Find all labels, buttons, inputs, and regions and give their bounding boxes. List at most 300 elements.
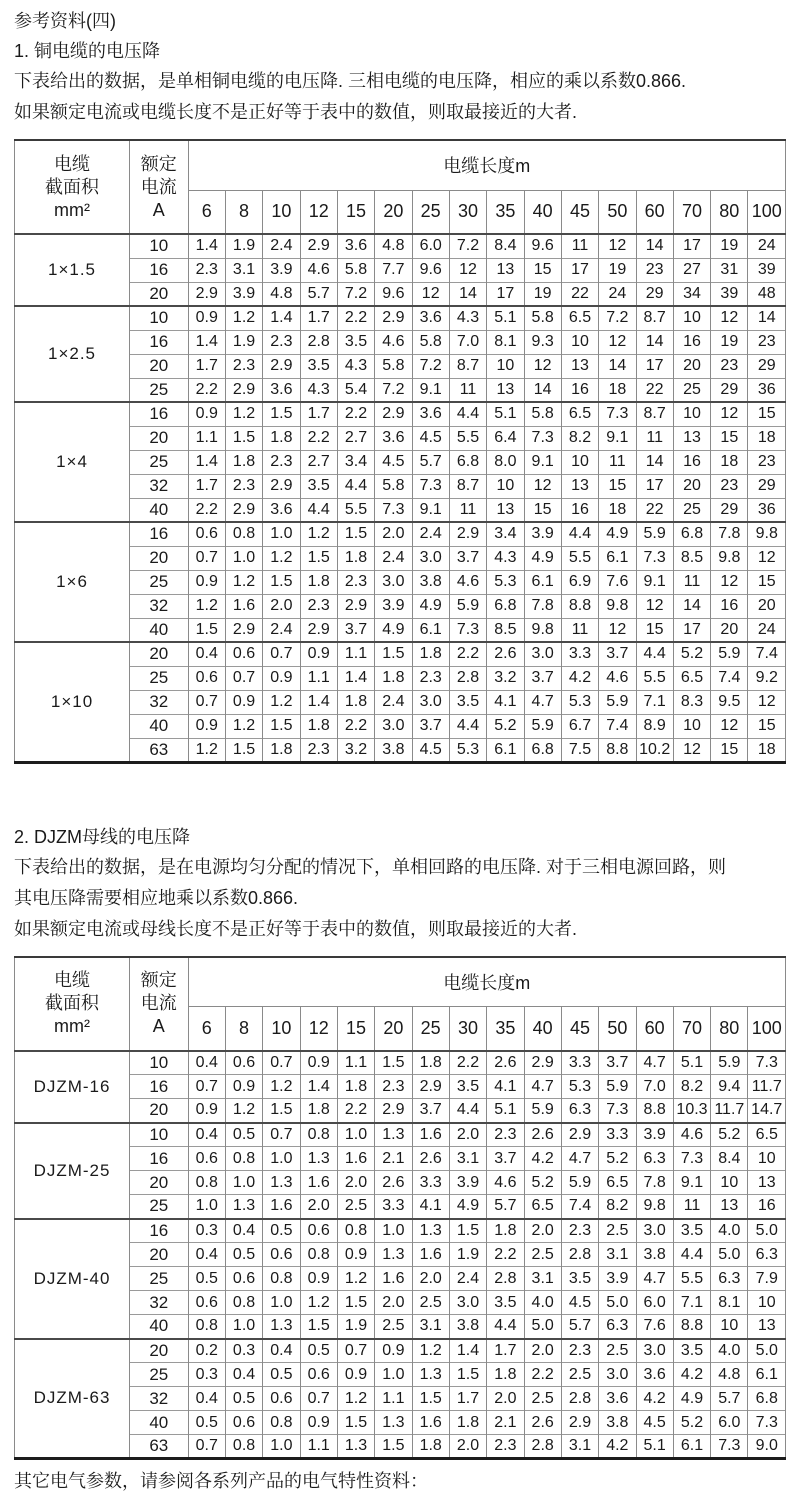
value-cell: 12: [449, 258, 486, 282]
value-cell: 2.3: [300, 738, 337, 762]
value-cell: 2.0: [487, 1387, 524, 1411]
value-cell: 2.9: [561, 1411, 598, 1435]
value-cell: 5.1: [487, 1099, 524, 1123]
value-cell: 4.9: [375, 618, 412, 642]
value-cell: 12: [711, 714, 748, 738]
value-cell: 1.3: [263, 1315, 300, 1339]
current-cell: 25: [130, 450, 189, 474]
value-cell: 4.6: [599, 666, 636, 690]
value-cell: 2.5: [599, 1339, 636, 1363]
value-cell: 1.5: [225, 738, 262, 762]
value-cell: 0.7: [188, 1435, 225, 1459]
value-cell: 5.2: [711, 1123, 748, 1147]
value-cell: 1.2: [300, 1291, 337, 1315]
value-cell: 0.6: [225, 1051, 262, 1075]
value-cell: 7.3: [673, 1147, 710, 1171]
value-cell: 1.5: [300, 546, 337, 570]
value-cell: 5.9: [524, 714, 561, 738]
value-cell: 13: [673, 426, 710, 450]
djzm-busbar-voltage-drop-table: [14, 956, 786, 1461]
table-row: [15, 378, 786, 402]
value-cell: 2.6: [375, 1171, 412, 1195]
footer-note: 其它电气参数，请参阅各系列产品的电气特性资料：: [14, 1471, 428, 1491]
section-cell: 1×1.5: [15, 234, 130, 306]
col-header-rated-current: [130, 140, 189, 234]
value-cell: 8.7: [636, 306, 673, 330]
table-row: [15, 570, 786, 594]
value-cell: 0.9: [300, 1267, 337, 1291]
length-tick: 20: [375, 1007, 412, 1051]
value-cell: 15: [748, 714, 786, 738]
value-cell: 1.8: [487, 1219, 524, 1243]
value-cell: 12: [524, 354, 561, 378]
length-tick: 8: [225, 190, 262, 234]
value-cell: 4.6: [673, 1123, 710, 1147]
value-cell: 15: [711, 426, 748, 450]
value-cell: 2.2: [524, 1363, 561, 1387]
value-cell: 3.5: [337, 330, 374, 354]
value-cell: 3.6: [412, 306, 449, 330]
value-cell: 0.7: [188, 1075, 225, 1099]
value-cell: 3.6: [263, 498, 300, 522]
current-cell: 32: [130, 1387, 189, 1411]
header-row-top: [15, 957, 786, 1007]
value-cell: 3.9: [449, 1171, 486, 1195]
value-cell: 4.3: [300, 378, 337, 402]
value-cell: 1.0: [263, 522, 300, 546]
value-cell: 7.8: [711, 522, 748, 546]
value-cell: 3.5: [673, 1339, 710, 1363]
table-row: [15, 1411, 786, 1435]
value-cell: 4.4: [300, 498, 337, 522]
length-tick: 80: [711, 190, 748, 234]
current-cell: 32: [130, 1291, 189, 1315]
value-cell: 1.0: [188, 1195, 225, 1219]
value-cell: 4.7: [524, 690, 561, 714]
value-cell: 1.2: [188, 594, 225, 618]
value-cell: 2.9: [263, 474, 300, 498]
value-cell: 2.5: [599, 1219, 636, 1243]
value-cell: 9.5: [711, 690, 748, 714]
value-cell: 5.4: [337, 378, 374, 402]
value-cell: 1.2: [225, 570, 262, 594]
value-cell: 2.5: [524, 1243, 561, 1267]
value-cell: 9.1: [412, 498, 449, 522]
value-cell: 39: [748, 258, 786, 282]
value-cell: 4.9: [599, 522, 636, 546]
value-cell: 7.3: [524, 426, 561, 450]
value-cell: 9.4: [711, 1075, 748, 1099]
value-cell: 1.3: [375, 1411, 412, 1435]
value-cell: 2.9: [449, 522, 486, 546]
length-tick: 50: [599, 1007, 636, 1051]
value-cell: 1.3: [375, 1243, 412, 1267]
value-cell: 5.9: [561, 1171, 598, 1195]
value-cell: 9.6: [375, 282, 412, 306]
value-cell: 4.1: [487, 1075, 524, 1099]
value-cell: 23: [748, 330, 786, 354]
length-tick: 12: [300, 1007, 337, 1051]
value-cell: 1.5: [263, 570, 300, 594]
value-cell: 0.4: [188, 1243, 225, 1267]
value-cell: 1.8: [449, 1411, 486, 1435]
value-cell: 5.0: [599, 1291, 636, 1315]
value-cell: 1.4: [300, 690, 337, 714]
value-cell: 5.0: [748, 1339, 786, 1363]
value-cell: 1.2: [337, 1387, 374, 1411]
value-cell: 0.6: [300, 1219, 337, 1243]
value-cell: 2.9: [225, 618, 262, 642]
value-cell: 3.9: [263, 258, 300, 282]
table-row: [15, 1123, 786, 1147]
value-cell: 1.4: [263, 306, 300, 330]
value-cell: 1.4: [188, 450, 225, 474]
value-cell: 15: [599, 474, 636, 498]
value-cell: 1.2: [188, 738, 225, 762]
table-row: [15, 330, 786, 354]
table-row: [15, 258, 786, 282]
value-cell: 8.7: [449, 474, 486, 498]
length-tick: 8: [225, 1007, 262, 1051]
value-cell: 2.5: [524, 1387, 561, 1411]
value-cell: 2.4: [375, 546, 412, 570]
value-cell: 11.7: [748, 1075, 786, 1099]
value-cell: 7.2: [375, 378, 412, 402]
value-cell: 36: [748, 378, 786, 402]
col-header-line: A: [152, 1016, 165, 1036]
value-cell: 4.3: [449, 306, 486, 330]
value-cell: 6.0: [412, 234, 449, 258]
value-cell: 17: [636, 474, 673, 498]
value-cell: 15: [748, 402, 786, 426]
value-cell: 9.1: [673, 1171, 710, 1195]
table-row: [15, 402, 786, 426]
col-header-cable-length: 电缆长度m: [188, 140, 785, 190]
value-cell: 0.6: [263, 1243, 300, 1267]
value-cell: 0.6: [225, 1267, 262, 1291]
table-body: [15, 1051, 786, 1459]
value-cell: 2.5: [337, 1195, 374, 1219]
current-cell: 40: [130, 498, 189, 522]
value-cell: 0.9: [337, 1243, 374, 1267]
value-cell: 1.4: [337, 666, 374, 690]
length-tick: 70: [673, 1007, 710, 1051]
value-cell: 14: [524, 378, 561, 402]
value-cell: 8.8: [636, 1099, 673, 1123]
value-cell: 0.8: [225, 1147, 262, 1171]
current-cell: 16: [130, 1219, 189, 1243]
table-body: [15, 234, 786, 762]
current-cell: 25: [130, 1195, 189, 1219]
current-cell: 10: [130, 1051, 189, 1075]
value-cell: 8.8: [561, 594, 598, 618]
value-cell: 0.6: [225, 642, 262, 666]
value-cell: 1.2: [225, 1099, 262, 1123]
value-cell: 0.4: [225, 1363, 262, 1387]
value-cell: 8.5: [487, 618, 524, 642]
value-cell: 29: [748, 474, 786, 498]
current-cell: 25: [130, 570, 189, 594]
table-row: [15, 1387, 786, 1411]
length-tick: 40: [524, 190, 561, 234]
value-cell: 1.6: [263, 1195, 300, 1219]
value-cell: 6.3: [561, 1099, 598, 1123]
value-cell: 4.4: [561, 522, 598, 546]
value-cell: 10: [487, 474, 524, 498]
value-cell: 1.5: [375, 1051, 412, 1075]
value-cell: 1.9: [225, 234, 262, 258]
value-cell: 4.9: [673, 1387, 710, 1411]
length-tick: 12: [300, 190, 337, 234]
value-cell: 0.2: [188, 1339, 225, 1363]
value-cell: 3.9: [636, 1123, 673, 1147]
value-cell: 0.5: [188, 1411, 225, 1435]
value-cell: 1.6: [412, 1123, 449, 1147]
value-cell: 1.8: [412, 1051, 449, 1075]
value-cell: 0.6: [225, 1411, 262, 1435]
value-cell: 6.1: [599, 546, 636, 570]
value-cell: 10: [561, 330, 598, 354]
value-cell: 4.1: [487, 690, 524, 714]
value-cell: 0.8: [263, 1267, 300, 1291]
value-cell: 20: [748, 594, 786, 618]
value-cell: 2.9: [263, 354, 300, 378]
value-cell: 2.4: [263, 618, 300, 642]
value-cell: 3.6: [337, 234, 374, 258]
current-cell: 32: [130, 690, 189, 714]
length-tick: 25: [412, 190, 449, 234]
value-cell: 2.3: [561, 1219, 598, 1243]
value-cell: 2.9: [188, 282, 225, 306]
value-cell: 3.7: [337, 618, 374, 642]
value-cell: 8.8: [673, 1315, 710, 1339]
value-cell: 4.6: [449, 570, 486, 594]
value-cell: 0.7: [188, 546, 225, 570]
value-cell: 2.9: [337, 594, 374, 618]
table-row: [15, 618, 786, 642]
value-cell: 1.1: [188, 426, 225, 450]
value-cell: 2.3: [225, 354, 262, 378]
value-cell: 4.2: [561, 666, 598, 690]
value-cell: 12: [748, 690, 786, 714]
value-cell: 2.2: [337, 306, 374, 330]
value-cell: 12: [748, 546, 786, 570]
value-cell: 7.3: [599, 402, 636, 426]
value-cell: 1.6: [412, 1411, 449, 1435]
value-cell: 12: [412, 282, 449, 306]
value-cell: 4.6: [375, 330, 412, 354]
value-cell: 1.8: [300, 714, 337, 738]
value-cell: 5.2: [487, 714, 524, 738]
value-cell: 0.9: [225, 690, 262, 714]
current-cell: 25: [130, 1267, 189, 1291]
value-cell: 13: [748, 1315, 786, 1339]
current-cell: 16: [130, 1147, 189, 1171]
value-cell: 3.0: [412, 546, 449, 570]
value-cell: 2.6: [487, 1051, 524, 1075]
value-cell: 8.0: [487, 450, 524, 474]
value-cell: 2.3: [561, 1339, 598, 1363]
value-cell: 11.7: [711, 1099, 748, 1123]
value-cell: 1.2: [263, 1075, 300, 1099]
value-cell: 4.1: [412, 1195, 449, 1219]
value-cell: 3.1: [449, 1147, 486, 1171]
col-header-rated-current: [130, 957, 189, 1051]
current-cell: 40: [130, 714, 189, 738]
value-cell: 2.9: [375, 1099, 412, 1123]
value-cell: 10.2: [636, 738, 673, 762]
value-cell: 6.8: [673, 522, 710, 546]
value-cell: 1.9: [449, 1243, 486, 1267]
value-cell: 0.7: [263, 1123, 300, 1147]
value-cell: 1.3: [412, 1219, 449, 1243]
value-cell: 2.9: [225, 378, 262, 402]
value-cell: 4.0: [711, 1219, 748, 1243]
value-cell: 1.8: [375, 666, 412, 690]
value-cell: 0.6: [188, 522, 225, 546]
value-cell: 0.5: [225, 1243, 262, 1267]
table-row: [15, 1219, 786, 1243]
value-cell: 2.8: [449, 666, 486, 690]
value-cell: 3.6: [636, 1363, 673, 1387]
value-cell: 1.1: [300, 1435, 337, 1459]
value-cell: 0.7: [263, 1051, 300, 1075]
current-cell: 25: [130, 378, 189, 402]
value-cell: 3.0: [524, 642, 561, 666]
current-cell: 40: [130, 1411, 189, 1435]
value-cell: 0.6: [188, 1291, 225, 1315]
value-cell: 12: [599, 618, 636, 642]
value-cell: 2.3: [263, 330, 300, 354]
value-cell: 25: [673, 378, 710, 402]
value-cell: 1.5: [263, 714, 300, 738]
value-cell: 3.2: [337, 738, 374, 762]
section1-para1: 下表给出的数据，是单相铜电缆的电压降. 三相电缆的电压降，相应的乘以系数0.866.: [14, 71, 687, 91]
value-cell: 3.5: [673, 1219, 710, 1243]
section1-heading: 1. 铜电缆的电压降: [14, 41, 161, 61]
value-cell: 19: [711, 330, 748, 354]
value-cell: 7.3: [636, 546, 673, 570]
value-cell: 3.7: [412, 1099, 449, 1123]
table-row: [15, 522, 786, 546]
length-tick: 70: [673, 190, 710, 234]
value-cell: 7.8: [636, 1171, 673, 1195]
value-cell: 1.5: [337, 1411, 374, 1435]
value-cell: 1.7: [300, 402, 337, 426]
value-cell: 1.3: [225, 1195, 262, 1219]
table-header: [15, 140, 786, 234]
value-cell: 1.7: [449, 1387, 486, 1411]
value-cell: 8.7: [636, 402, 673, 426]
value-cell: 8.4: [487, 234, 524, 258]
value-cell: 8.1: [711, 1291, 748, 1315]
value-cell: 0.9: [188, 402, 225, 426]
value-cell: 0.9: [188, 306, 225, 330]
value-cell: 0.5: [263, 1219, 300, 1243]
value-cell: 5.5: [449, 426, 486, 450]
value-cell: 1.9: [337, 1315, 374, 1339]
value-cell: 39: [711, 282, 748, 306]
value-cell: 16: [711, 594, 748, 618]
value-cell: 20: [673, 474, 710, 498]
value-cell: 3.3: [561, 1051, 598, 1075]
col-header-line: 额定: [140, 970, 177, 990]
table-row: [15, 1075, 786, 1099]
value-cell: 9.1: [524, 450, 561, 474]
value-cell: 2.4: [375, 690, 412, 714]
value-cell: 7.6: [636, 1315, 673, 1339]
value-cell: 2.4: [449, 1267, 486, 1291]
value-cell: 24: [599, 282, 636, 306]
value-cell: 9.6: [524, 234, 561, 258]
value-cell: 15: [636, 618, 673, 642]
value-cell: 3.0: [636, 1339, 673, 1363]
value-cell: 0.5: [188, 1267, 225, 1291]
value-cell: 6.9: [561, 570, 598, 594]
value-cell: 9.8: [524, 618, 561, 642]
value-cell: 5.7: [300, 282, 337, 306]
value-cell: 4.5: [412, 738, 449, 762]
value-cell: 8.2: [673, 1075, 710, 1099]
value-cell: 0.4: [188, 1123, 225, 1147]
table-row: [15, 1363, 786, 1387]
value-cell: 16: [561, 498, 598, 522]
value-cell: 4.8: [375, 234, 412, 258]
table-row: [15, 1171, 786, 1195]
value-cell: 3.8: [449, 1315, 486, 1339]
value-cell: 7.3: [748, 1051, 786, 1075]
value-cell: 5.0: [711, 1243, 748, 1267]
value-cell: 5.5: [561, 546, 598, 570]
value-cell: 10.3: [673, 1099, 710, 1123]
value-cell: 3.9: [524, 522, 561, 546]
value-cell: 9.8: [599, 594, 636, 618]
value-cell: 9.8: [748, 522, 786, 546]
value-cell: 2.2: [487, 1243, 524, 1267]
value-cell: 2.3: [300, 594, 337, 618]
value-cell: 5.3: [487, 570, 524, 594]
value-cell: 0.7: [300, 1387, 337, 1411]
value-cell: 2.5: [375, 1315, 412, 1339]
table-row: [15, 666, 786, 690]
page-title: 参考资料(四): [14, 11, 116, 31]
value-cell: 2.9: [300, 618, 337, 642]
table-row: [15, 1243, 786, 1267]
value-cell: 2.0: [524, 1219, 561, 1243]
value-cell: 1.8: [412, 642, 449, 666]
section-cell: 1×10: [15, 642, 130, 762]
value-cell: 17: [636, 354, 673, 378]
value-cell: 2.6: [524, 1411, 561, 1435]
length-tick: 30: [449, 190, 486, 234]
value-cell: 3.6: [599, 1387, 636, 1411]
section-cell: DJZM-40: [15, 1219, 130, 1339]
value-cell: 3.8: [412, 570, 449, 594]
value-cell: 1.2: [263, 690, 300, 714]
value-cell: 10: [561, 450, 598, 474]
value-cell: 0.9: [263, 666, 300, 690]
value-cell: 22: [636, 378, 673, 402]
table-row: [15, 498, 786, 522]
value-cell: 10: [748, 1147, 786, 1171]
value-cell: 8.7: [449, 354, 486, 378]
value-cell: 4.7: [524, 1075, 561, 1099]
value-cell: 1.2: [337, 1267, 374, 1291]
value-cell: 1.0: [337, 1123, 374, 1147]
value-cell: 3.0: [449, 1291, 486, 1315]
value-cell: 1.4: [188, 234, 225, 258]
value-cell: 2.0: [263, 594, 300, 618]
